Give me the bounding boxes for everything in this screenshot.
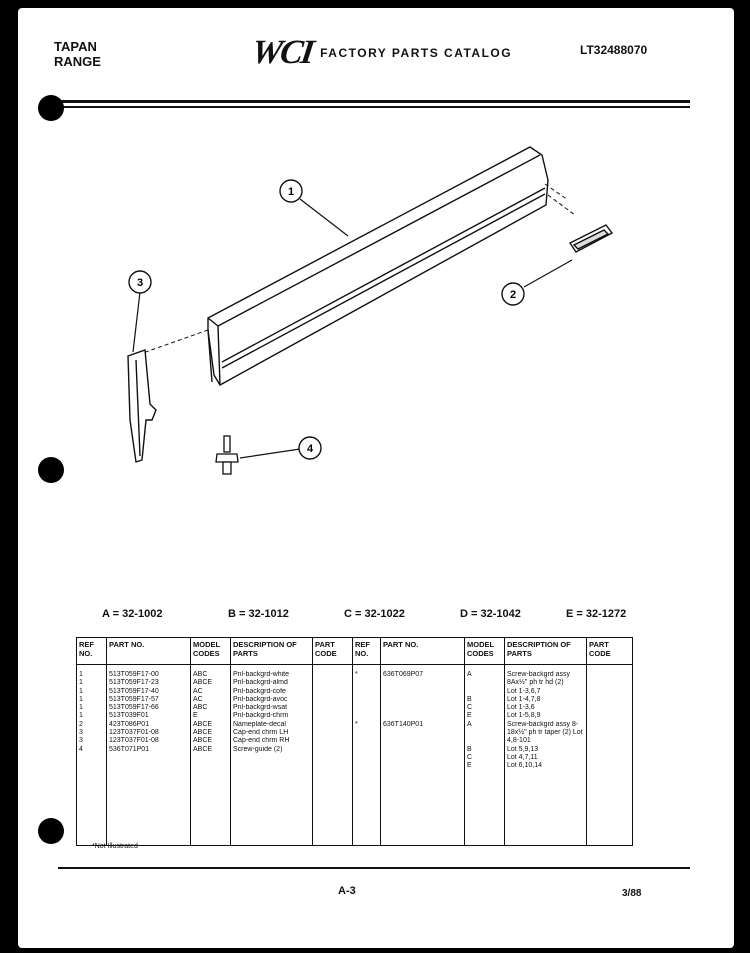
list-item: Pnl-backgrd-wsat (233, 704, 288, 712)
list-item (383, 754, 462, 762)
list-item: 1 (79, 671, 83, 678)
list-item: * (355, 720, 358, 728)
header-part-code-2: PART CODE (587, 638, 633, 665)
revision-date: 3/88 (622, 888, 642, 899)
model-code-e: E = 32-1272 (566, 608, 627, 620)
column-ref-no (77, 665, 107, 846)
column-part-code-2 (587, 665, 633, 846)
column-part-no (107, 665, 191, 846)
parts-table (76, 637, 633, 846)
callout-2 (502, 283, 524, 305)
list-item: Cap-end chrm RH (233, 737, 290, 745)
list-item: 1 (79, 679, 83, 687)
list-item: 1 (79, 704, 83, 712)
list-item: Screw-backgrd assy 8Ax½" ph tr hd (2) (507, 671, 571, 687)
list-item: 123T037F01-08 (109, 737, 159, 745)
list-item (355, 688, 378, 696)
header-part-no-2: PART NO. (381, 638, 465, 665)
list-item: Lot 1-4,7,8 (507, 695, 541, 703)
list-item (355, 696, 378, 704)
column-part-no-2 (381, 665, 465, 846)
list-item: ABC (193, 704, 208, 712)
list-item: 4 (79, 745, 83, 753)
list-item: C (467, 704, 473, 712)
svg-text:3: 3 (136, 277, 144, 289)
list-item: Lot 1-5,8,9 (507, 712, 541, 720)
list-item: Lot 5,9,13 (507, 745, 539, 753)
brand-line-1: TAPAN (54, 39, 97, 54)
column-description-2 (505, 665, 587, 846)
list-item (383, 696, 462, 704)
list-item: Screw-backgrd assy 8-18x½" ph tr taper (2) Lot 4,8-101 (507, 720, 583, 745)
list-item: Nameplate-decal (233, 720, 286, 728)
list-item: B (467, 745, 472, 753)
list-item (467, 688, 502, 696)
list-item: E (467, 762, 472, 770)
list-item: Lot 6,10,14 (507, 762, 543, 770)
svg-text:2: 2 (509, 289, 517, 301)
list-item: Cap-end chrm LH (233, 729, 289, 737)
list-item: 513T059F17-57 (109, 695, 159, 703)
column-ref-no-2 (353, 665, 381, 846)
list-item: 2 (79, 720, 83, 728)
list-item: Screw-guide (2) (233, 745, 283, 753)
list-item: 513T059F17-00 (109, 671, 159, 678)
column-description (231, 665, 313, 846)
list-item: A (467, 720, 472, 728)
svg-text:1: 1 (287, 186, 295, 198)
model-code-b: B = 32-1012 (228, 608, 289, 620)
list-item (355, 762, 378, 770)
list-item: 636T069P07 (383, 671, 424, 678)
list-item: B (467, 695, 472, 703)
list-item: Lot 1-3,6,7 (507, 687, 541, 695)
list-item: ABCE (193, 737, 213, 745)
list-item (383, 712, 462, 720)
nameplate-decal (570, 225, 612, 252)
list-item (355, 712, 378, 720)
list-item (355, 754, 378, 762)
footer-rule (58, 867, 690, 869)
header-model-codes-2: MODEL CODES (465, 638, 505, 665)
wci-logo: WCI (249, 34, 315, 71)
list-item: ABCE (193, 679, 213, 687)
list-item: 1 (79, 687, 83, 695)
callout-1 (280, 180, 302, 202)
header-description-2: DESCRIPTION OF PARTS (505, 638, 587, 665)
list-item: 3 (79, 729, 83, 737)
list-item: C (467, 753, 473, 761)
list-item (383, 746, 462, 754)
header-description: DESCRIPTION OF PARTS (231, 638, 313, 665)
model-code-d: D = 32-1042 (460, 608, 521, 620)
list-item (383, 704, 462, 712)
backguard-panel (208, 147, 548, 385)
list-item: 1 (79, 712, 83, 720)
list-item (355, 704, 378, 712)
brand-line-2: RANGE (54, 54, 101, 69)
column-model-codes-2 (465, 665, 505, 846)
list-item: ABCE (193, 745, 213, 753)
header-ref-no: REF NO. (77, 638, 107, 665)
header-model-codes: MODEL CODES (191, 638, 231, 665)
list-item: 636T140P01 (383, 720, 424, 728)
list-item: Pnl-backgrd-chrm (233, 712, 289, 720)
list-item (383, 688, 462, 696)
header-ref-no-2: REF NO. (353, 638, 381, 665)
list-item: 1 (79, 695, 83, 703)
list-item: 513T039F01 (109, 712, 149, 720)
catalog-number: LT32488070 (580, 43, 648, 57)
list-item: 513T059F17-23 (109, 679, 159, 687)
page-number: A-3 (338, 885, 356, 897)
screw-guide (216, 436, 238, 474)
list-item (383, 762, 462, 770)
list-item: E (193, 712, 198, 720)
list-item: Pnl-backgrd-white (233, 671, 290, 678)
model-code-a: A = 32-1002 (102, 608, 163, 620)
footnote: *Not Illustrated (92, 843, 138, 850)
list-item: * (355, 671, 358, 678)
end-cap (128, 350, 156, 462)
list-item: 423T086P01 (109, 720, 150, 728)
table-body-row (77, 665, 633, 846)
list-item: 123T037F01-08 (109, 729, 159, 737)
model-code-c: C = 32-1022 (344, 608, 405, 620)
list-item (355, 746, 378, 754)
svg-text:4: 4 (306, 443, 314, 455)
callout-3 (129, 271, 151, 293)
list-item: AC (193, 695, 203, 703)
table-header-row (77, 638, 633, 665)
list-item: 513T059F17-40 (109, 687, 159, 695)
list-item: Pnl-backgrd-almd (233, 679, 288, 687)
column-model-codes (191, 665, 231, 846)
list-item: 513T059F17-66 (109, 704, 159, 712)
list-item: A (467, 671, 472, 678)
list-item: ABC (193, 671, 208, 678)
list-item: ABCE (193, 720, 213, 728)
list-item: Pnl-backgrd-avoc (233, 695, 288, 703)
list-item: Lot 4,7,11 (507, 753, 538, 761)
list-item: E (467, 712, 472, 720)
list-item: AC (193, 687, 203, 695)
catalog-title: FACTORY PARTS CATALOG (320, 46, 513, 60)
list-item: Lot 1-3,6 (507, 704, 535, 712)
binder-hole-bottom (38, 818, 64, 844)
header-part-no: PART NO. (107, 638, 191, 665)
callout-4 (299, 437, 321, 459)
list-item: ABCE (193, 729, 213, 737)
column-part-code (313, 665, 353, 846)
list-item: Pnl-backgrd-cofe (233, 687, 286, 695)
list-item: 536T071P01 (109, 745, 150, 753)
list-item: 3 (79, 737, 83, 745)
header-part-code: PART CODE (313, 638, 353, 665)
